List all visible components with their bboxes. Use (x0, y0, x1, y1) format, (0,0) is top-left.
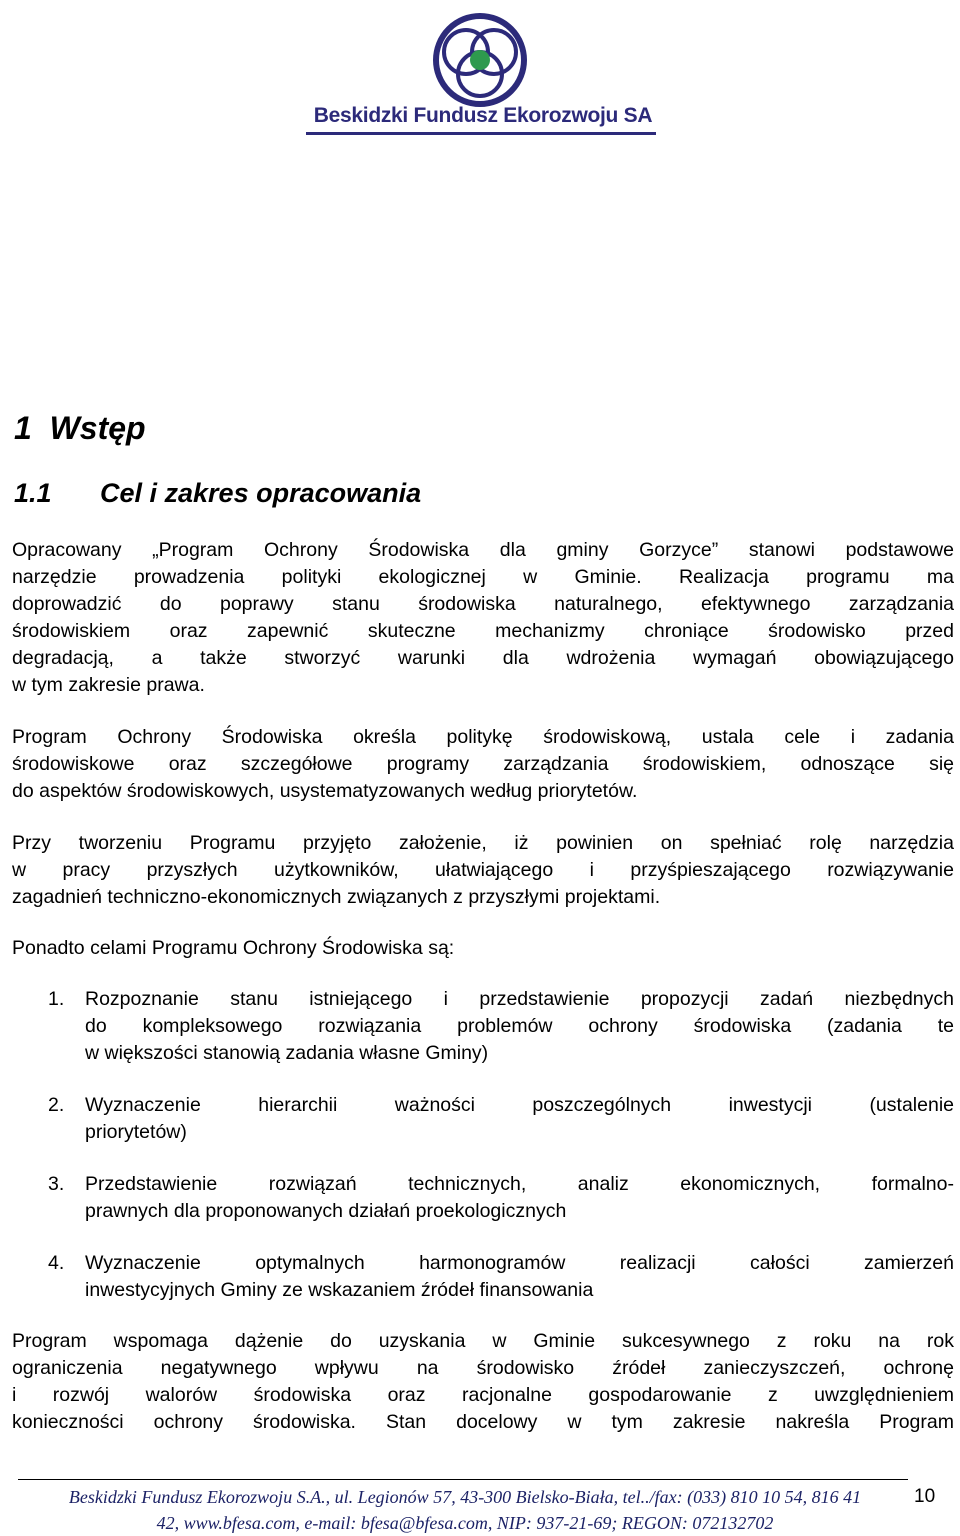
paragraph-2 (12, 724, 954, 805)
paragraph-line: degradacją, a także stworzyć warunki dla wdrożenia wymagań obowiązującego (12, 647, 954, 669)
paragraph-1 (12, 537, 954, 699)
list-item (12, 1092, 954, 1146)
heading-1-number: 1 (14, 410, 32, 446)
list-item-line: do kompleksowego rozwiązania problemów ochrony środowiska (zadania te (85, 1015, 954, 1037)
paragraph-line: Program wspomaga dążenie do uzyskania w Gminie sukcesywnego z roku na rok (12, 1330, 954, 1352)
paragraph-line: Przy tworzeniu Programu przyjęto założenie, iż powinien on spełniać rolę narzędzia (12, 832, 954, 854)
paragraph-line: Opracowany „Program Ochrony Środowiska dla gminy Gorzyce” stanowi podstawowe (12, 539, 954, 561)
footer-line-2: 42, www.bfesa.com, e-mail: bfesa@bfesa.com, NIP: 937-21-69; REGON: 072132702 (156, 1513, 774, 1533)
paragraph-line: środowiskowe oraz szczegółowe programy zarządzania środowiskiem, odnoszące się (12, 753, 954, 775)
heading-2-number: 1.1 (14, 478, 52, 508)
paragraph-line: w pracy przyszłych użytkowników, ułatwiającego i przyśpieszającego rozwiązywanie (12, 859, 954, 881)
paragraph-line: zagadnień techniczno-ekonomicznych związanych z przyszłymi projektami. (12, 886, 661, 908)
list-item-line: Wyznaczenie optymalnych harmonogramów realizacji całości zamierzeń (85, 1252, 954, 1274)
list-item-line: Przedstawienie rozwiązań technicznych, analiz ekonomicznych, formalno- (85, 1173, 954, 1195)
paragraph-line: doprowadzić do poprawy stanu środowiska naturalnego, efektywnego zarządzania (12, 593, 954, 615)
paragraph-3 (12, 830, 954, 911)
logo-text: Beskidzki Fundusz Ekorozwoju SA (313, 104, 653, 127)
footer (20, 1484, 910, 1536)
list-item-number: 4. (48, 1252, 65, 1274)
list-item-line: priorytetów) (85, 1121, 187, 1143)
list-item-number: 3. (48, 1173, 65, 1195)
paragraph-line: w tym zakresie prawa. (12, 674, 205, 696)
heading-1-title: Wstęp (49, 410, 146, 446)
footer-divider (18, 1479, 908, 1480)
page-number: 10 (914, 1486, 936, 1507)
paragraph-line: ograniczenia negatywnego wpływu na środowisko źródeł zanieczyszczeń, ochronę (12, 1357, 954, 1379)
list-item-line: Rozpoznanie stanu istniejącego i przedstawienie propozycji zadań niezbędnych (85, 988, 954, 1010)
list-item-number: 2. (48, 1094, 65, 1116)
list-item (12, 1171, 954, 1225)
paragraph-line: środowiskiem oraz zapewnić skuteczne mechanizmy chroniące środowisko przed (12, 620, 954, 642)
list-item-line: inwestycyjnych Gminy ze wskazaniem źródeł finansowania (85, 1279, 594, 1301)
heading-2-title: Cel i zakres opracowania (100, 478, 422, 508)
list-item (12, 986, 954, 1067)
paragraph-5 (12, 1328, 954, 1436)
list-item-line: w większości stanowią zadania własne Gminy) (85, 1042, 489, 1064)
footer-line-1: Beskidzki Fundusz Ekorozwoju S.A., ul. Legionów 57, 43-300 Bielsko-Biała, tel../fax: (033) 810 10 54, 816 41 (68, 1487, 862, 1507)
list-item-line: Wyznaczenie hierarchii ważności poszczególnych inwestycji (ustalenie (85, 1094, 954, 1116)
list-item (12, 1250, 954, 1304)
goals-list (12, 986, 954, 1329)
heading-2 (14, 478, 421, 509)
list-item-line: prawnych dla proponowanych działań proekologicznych (85, 1200, 567, 1222)
logo-rings-icon (430, 12, 530, 108)
heading-1 (14, 410, 146, 447)
paragraph-line: Ponadto celami Programu Ochrony Środowiska są: (12, 937, 455, 959)
paragraph-4 (12, 935, 954, 962)
list-item-number: 1. (48, 988, 65, 1010)
paragraph-line: narzędzie prowadzenia polityki ekologicznej w Gminie. Realizacja programu ma (12, 566, 954, 588)
paragraph-line: do aspektów środowiskowych, usystematyzowanych według priorytetów. (12, 780, 638, 802)
paragraph-line: Program Ochrony Środowiska określa politykę środowiskową, ustala cele i zadania (12, 726, 954, 748)
company-logo (300, 8, 660, 138)
logo-underline (306, 132, 656, 135)
paragraph-line: i rozwój walorów środowiska oraz racjonalne gospodarowanie z uwzględnieniem (12, 1384, 954, 1406)
paragraph-line: konieczności ochrony środowiska. Stan docelowy w tym zakresie nakreśla Program (12, 1411, 954, 1433)
